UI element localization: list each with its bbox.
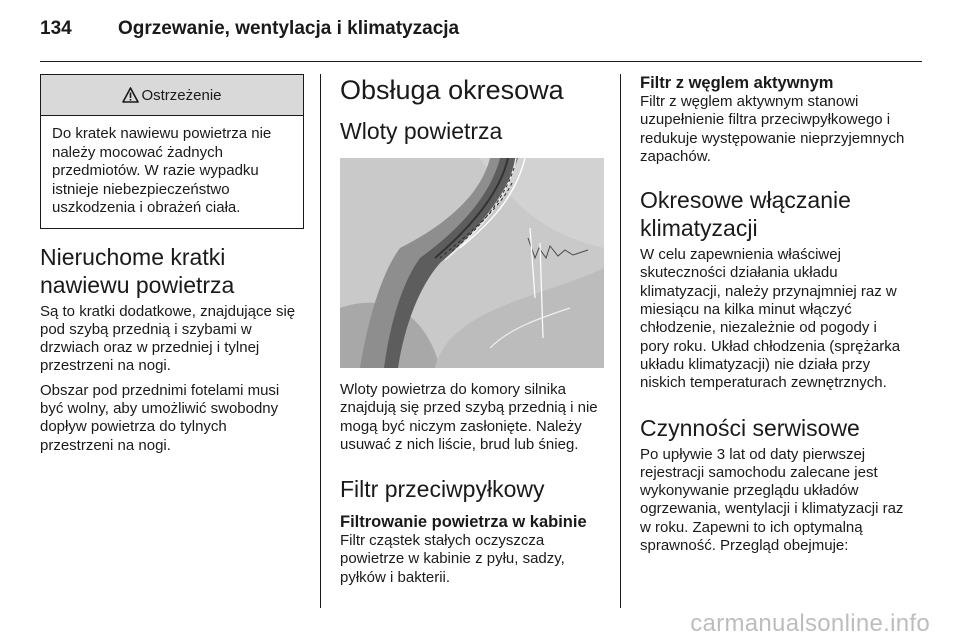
air-inlet-photo	[340, 158, 604, 368]
fixed-vents-paragraph-2: Obszar pod przednimi fotelami musi być wolny, aby umożliwić swobodny dopływ powietrza do tylnych przestrzeni na nogi.	[40, 381, 280, 454]
column-right	[640, 74, 910, 555]
carbon-filter-text: Filtr z węglem aktywnym stanowi uzupełnienie filtra przeciwpyłkowego i redukuje występowanie nieprzyjemnych zapachów.	[640, 93, 905, 165]
column-left	[40, 74, 304, 455]
column-divider-1	[320, 74, 321, 608]
warning-text: Do kratek nawiewu powietrza nie należy mocować żadnych przedmiotów. W razie wypadku istnieje niebezpieczeństwo uszkodzenia i obrażeń ciała.	[52, 125, 272, 216]
page-header	[40, 18, 920, 44]
fixed-vents-heading-line1: Nieruchome kratki	[40, 243, 226, 270]
fixed-vents-heading	[40, 243, 304, 299]
air-inlets-text: Wloty powietrza do komory silnika znajdują się przed szybą przednią i nie mogą być niczym zasłonięte. Należy usuwać z nich liście, brud lub śnieg.	[340, 381, 598, 453]
ac-text: W celu zapewnienia właściwej skuteczności działania układu klimatyzacji, należy przynajmniej raz w miesiącu na kilka minut włączyć chłodzenie, niezależnie od pogody i pory roku. Układ chłodzenia (sprężarka układu klimatyzacji) nie działa przy niskich temperaturach zewnętrznych.	[640, 246, 901, 392]
ac-heading-line1: Okresowe włączanie	[640, 187, 851, 214]
ac-heading	[640, 186, 910, 242]
header-divider	[40, 61, 922, 62]
service-text: Po upływie 3 lat od daty pierwszej rejestracji samochodu zalecane jest wykonywanie przeglądu układów ogrzewania, wentylacji i klimatyzacji raz w roku. Zapewni to ich optymalną sprawność. Przegląd obejmuje:	[640, 445, 904, 555]
chapter-title: Ogrzewanie, wentylacja i klimatyzacja	[118, 18, 460, 39]
cabin-filter-text: Filtr cząstek stałych oczyszcza powietrze w kabinie z pyłu, sadzy, pyłków i bakterii.	[340, 532, 565, 586]
watermark: carmanualsonline.info	[690, 610, 930, 637]
fixed-vents-heading-line2: nawiewu powietrza	[40, 271, 235, 298]
column-middle	[340, 74, 604, 587]
warning-title: Ostrzeżenie	[141, 86, 222, 104]
maintenance-title: Obsługa okresowa	[340, 75, 564, 105]
column-divider-2	[620, 74, 621, 608]
warning-box	[40, 74, 304, 229]
pollen-filter-heading: Filtr przeciwpyłkowy	[340, 476, 545, 503]
page-number: 134	[40, 18, 72, 39]
warning-header	[41, 75, 303, 116]
ac-heading-line2: klimatyzacji	[640, 215, 758, 242]
cabin-filter-subheading: Filtrowanie powietrza w kabinie	[340, 513, 587, 532]
carbon-filter-heading: Filtr z węglem aktywnym	[640, 74, 834, 92]
service-heading: Czynności serwisowe	[640, 414, 860, 441]
fixed-vents-paragraph-1: Są to kratki dodatkowe, znajdujące się pod szybą przednią i szybami w drzwiach oraz w przedniej i tylnej przestrzeni na nogi.	[40, 302, 296, 375]
air-inlets-heading: Wloty powietrza	[340, 118, 503, 144]
warning-triangle-icon	[122, 87, 139, 103]
